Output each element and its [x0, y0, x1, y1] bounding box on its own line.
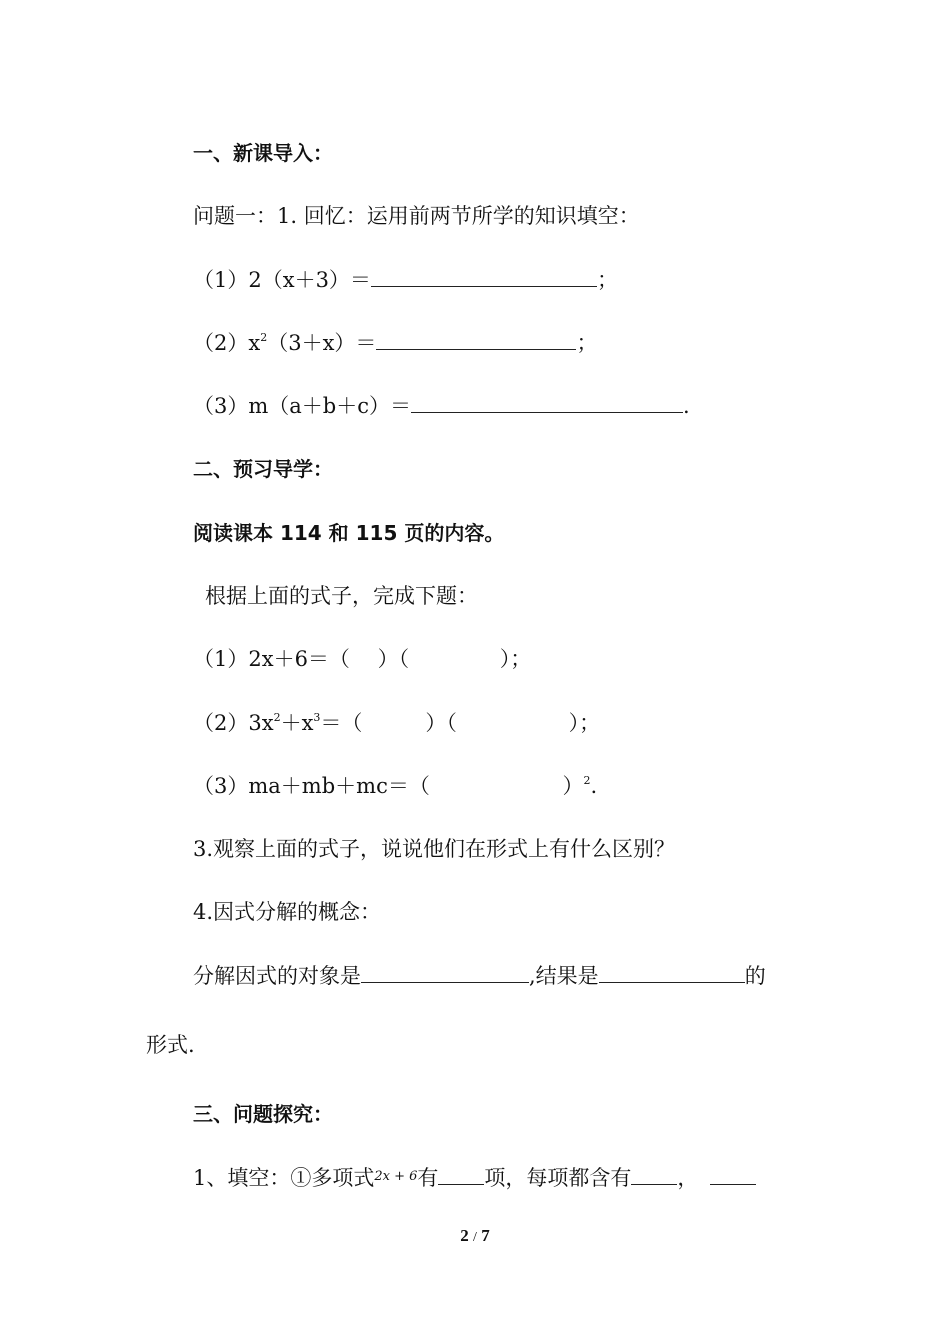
question-4: 4.因式分解的概念：	[193, 900, 382, 924]
answer-blank[interactable]	[361, 962, 529, 983]
section2-heading: 二、预习导学：	[193, 457, 333, 481]
factor-item-3-text: （3）ma＋mb＋mc＝（ ）	[193, 774, 584, 798]
answer-blank[interactable]	[631, 1164, 677, 1185]
page-total: 7	[481, 1226, 490, 1245]
exponent: 2	[260, 331, 268, 344]
fill-in-line	[193, 1163, 756, 1192]
factor-item-1: （1）2x＋6＝（ ）（ ）；	[193, 647, 532, 671]
concept-text: 分解因式的对象是	[193, 964, 361, 988]
recall-item-2-text: （3＋x）＝	[267, 331, 377, 355]
factor-item-2-text: （2）3x	[193, 711, 274, 735]
answer-blank[interactable]	[411, 392, 683, 413]
punctuation: ，	[677, 1166, 699, 1190]
recall-item-2-text: （2）x	[193, 331, 261, 355]
recall-item-3	[193, 392, 690, 420]
concept-text: ,结果是	[529, 964, 599, 988]
answer-blank[interactable]	[599, 962, 745, 983]
factor-item-2-text: ＋x	[280, 711, 314, 735]
page-number	[0, 1226, 950, 1246]
concept-text: 的	[744, 964, 766, 988]
page-current: 2	[460, 1226, 469, 1245]
fill-in-text: 项，每项都含有	[484, 1166, 632, 1190]
answer-blank[interactable]	[710, 1164, 756, 1185]
question1-intro: 问题一：1. 回忆：运用前两节所学的知识填空：	[193, 204, 640, 228]
recall-item-1	[193, 266, 618, 294]
page-separator: /	[473, 1230, 477, 1245]
section3-heading: 三、问题探究：	[193, 1102, 333, 1126]
fill-in-text: 有	[417, 1166, 439, 1190]
punctuation: .	[590, 774, 598, 798]
punctuation: ；	[596, 268, 618, 292]
answer-blank[interactable]	[438, 1164, 484, 1185]
concept-line	[193, 962, 766, 990]
answer-blank[interactable]	[371, 266, 597, 287]
recall-item-3-text: （3）m（a＋b＋c）＝	[193, 394, 411, 418]
exponent: 3	[313, 711, 321, 724]
factor-item-3	[193, 772, 597, 800]
exponent: 2	[273, 711, 281, 724]
factor-item-2	[193, 709, 600, 737]
recall-item-2	[193, 329, 597, 357]
recall-item-1-text: （1）2（x＋3）＝	[193, 268, 371, 292]
polynomial-expression: 2x + 6	[374, 1169, 418, 1184]
exponent: 2	[583, 774, 591, 787]
reading-assignment: 阅读课本 114 和 115 页的内容。	[193, 521, 505, 545]
instruction-text: 根据上面的式子，完成下题：	[205, 584, 478, 608]
punctuation: .	[683, 394, 690, 418]
concept-tail: 形式.	[146, 1033, 195, 1057]
section1-heading: 一、新课导入：	[193, 141, 333, 165]
answer-blank[interactable]	[376, 329, 576, 350]
factor-item-2-text: ＝（ ）（ ）；	[320, 711, 601, 735]
question-3: 3.观察上面的式子，说说他们在形式上有什么区别？	[193, 837, 676, 861]
fill-in-text: 1、填空：①多项式	[193, 1166, 375, 1190]
punctuation: ；	[576, 331, 598, 355]
